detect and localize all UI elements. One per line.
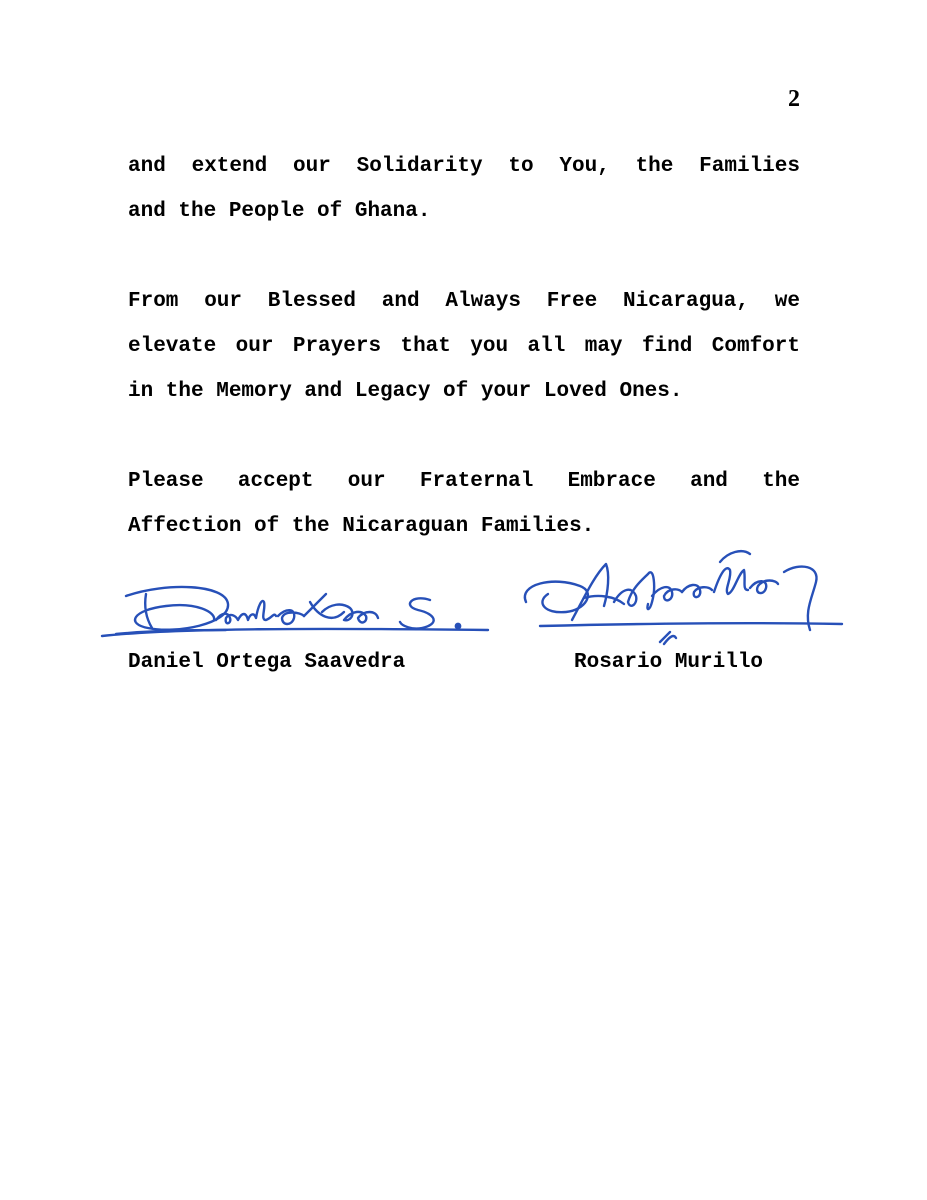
- paragraph-line: elevate our Prayers that you all may find Comfort: [128, 335, 800, 358]
- paragraph-line: Affection of the Nicaraguan Families.: [128, 515, 595, 538]
- paragraph-line: in the Memory and Legacy of your Loved Ones.: [128, 380, 683, 403]
- signature-murillo: [514, 540, 854, 650]
- paragraph-embrace: [128, 459, 800, 549]
- signatory-name-murillo: Rosario Murillo: [574, 651, 764, 674]
- paragraph-line: and the People of Ghana.: [128, 200, 431, 223]
- signature-ortega: [96, 572, 496, 652]
- paragraph-line: Please accept our Fraternal Embrace and the: [128, 470, 800, 493]
- page-number: 2: [788, 86, 800, 112]
- signatory-name-ortega: Daniel Ortega Saavedra: [128, 651, 406, 674]
- paragraph-line: and extend our Solidarity to You, the Families: [128, 155, 800, 178]
- paragraph-line: From our Blessed and Always Free Nicaragua, we: [128, 290, 800, 313]
- paragraph-solidarity: [128, 144, 800, 234]
- paragraph-prayers: [128, 279, 800, 414]
